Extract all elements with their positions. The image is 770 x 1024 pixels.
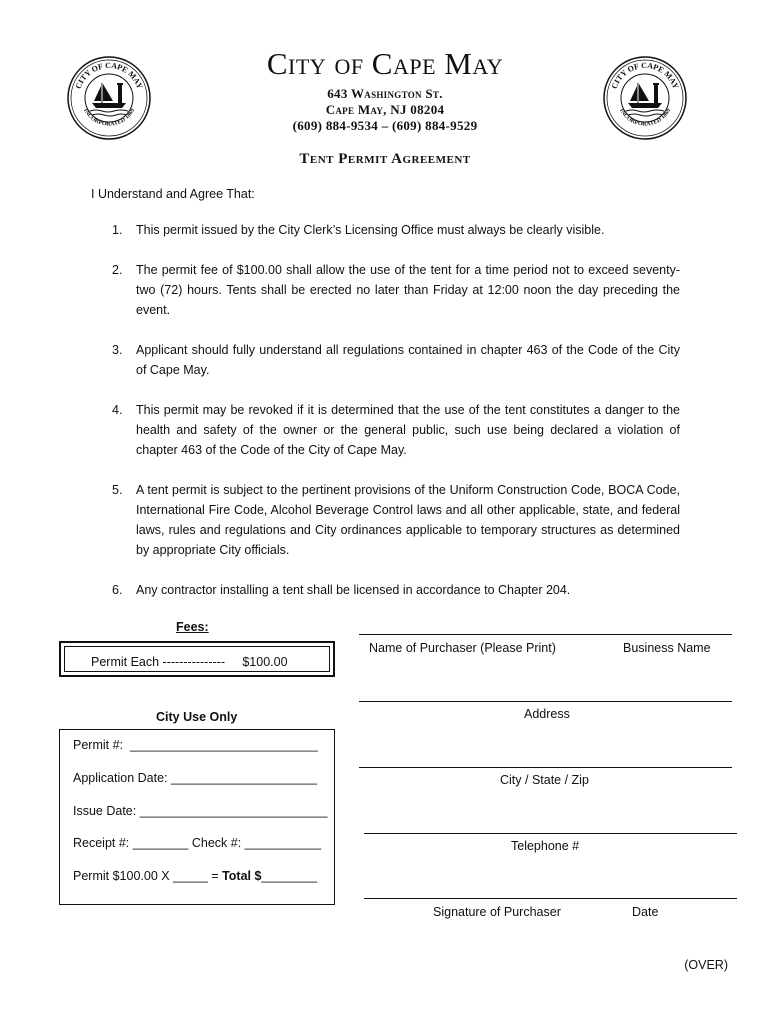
agreement-item: [112, 340, 680, 380]
purchaser-name-label: Name of Purchaser (Please Print): [369, 641, 556, 655]
telephone-label: Telephone #: [511, 839, 580, 853]
seal-top-text: CITY OF CAPE MAY: [609, 60, 681, 91]
document-title: Tent Permit Agreement: [299, 151, 471, 167]
agreement-intro: I Understand and Agree That:: [91, 187, 255, 201]
city-use-box: [59, 729, 335, 905]
city-name-heading: City of Cape May: [266, 46, 504, 81]
item-number: 1.: [112, 223, 123, 237]
phone-line: (609) 884-9534 – (609) 884-9529: [292, 118, 478, 133]
address-label: Address: [524, 707, 570, 721]
address-line[interactable]: [359, 701, 732, 702]
item-number: 5.: [112, 483, 123, 497]
address-line-1: 643 Washington St.: [327, 86, 443, 101]
fees-label: Fees:: [176, 620, 209, 634]
total-blank: ________: [261, 869, 318, 883]
date-label: Date: [632, 905, 659, 919]
permit-number-field[interactable]: Permit #: ___________________________: [73, 738, 318, 752]
over-note: (OVER): [684, 958, 728, 972]
item-number: 3.: [112, 343, 123, 357]
item-number: 6.: [112, 583, 123, 597]
agreement-item: [112, 400, 680, 460]
seal-bottom-text: INCORPORATED 1869: [617, 107, 673, 128]
business-name-label: Business Name: [623, 641, 711, 655]
agreement-item: [112, 480, 680, 560]
fee-box: [59, 641, 335, 677]
seal-top-text: CITY OF CAPE MAY: [73, 60, 145, 91]
item-number: 4.: [112, 403, 123, 417]
city-use-label: City Use Only: [156, 710, 238, 724]
purchaser-name-line[interactable]: [359, 634, 732, 635]
total-label: Total $: [222, 869, 262, 883]
seal-bottom-text: INCORPORATED 1869: [81, 107, 137, 128]
signature-line[interactable]: [364, 898, 737, 899]
agreement-item: [112, 220, 680, 240]
agreement-list: [112, 220, 680, 620]
item-text: This permit may be revoked if it is determined that the use of the tent constitutes a danger to the health and safety of the owner or the general public, such use being declared a violation of chapter 463 of the Code of the City of Cape May.: [136, 403, 680, 457]
receipt-check-field[interactable]: Receipt #: ________ Check #: ___________: [73, 836, 322, 850]
issue-date-field[interactable]: Issue Date: ___________________________: [73, 804, 328, 818]
item-text: Applicant should fully understand all regulations contained in chapter 463 of the Code of the City of Cape May.: [136, 343, 680, 377]
item-text: This permit issued by the City Clerk’s Licensing Office must always be clearly visible.: [136, 223, 605, 237]
telephone-line[interactable]: [364, 833, 737, 834]
item-text: The permit fee of $100.00 shall allow the use of the tent for a time period not to exceed seventy-two (72) hours. Tents shall be erected no later than Friday at 12:00 noon the day preceding the event.: [136, 263, 680, 317]
item-text: Any contractor installing a tent shall be licensed in accordance to Chapter 204.: [136, 583, 571, 597]
signature-label: Signature of Purchaser: [433, 905, 561, 919]
item-number: 2.: [112, 263, 123, 277]
address-line-2: Cape May, NJ 08204: [325, 102, 445, 117]
city-state-zip-label: City / State / Zip: [500, 773, 589, 787]
application-date-field[interactable]: Application Date: _____________________: [73, 771, 317, 785]
agreement-item: [112, 260, 680, 320]
permit-fee-line: Permit Each --------------- $100.00: [91, 655, 288, 669]
city-state-zip-line[interactable]: [359, 767, 732, 768]
agreement-item: [112, 580, 680, 600]
item-text: A tent permit is subject to the pertinent provisions of the Uniform Construction Code, BOCA Code, International Fire Code, Alcohol Beverage Control laws and all other applicable, state, and federal laws, rules and regulations and City ordinances applicable to temporary structures as determined by appropriate City officials.: [136, 483, 680, 557]
permit-total-field[interactable]: [73, 869, 317, 883]
total-prefix: Permit $100.00 X _____ =: [73, 869, 223, 883]
